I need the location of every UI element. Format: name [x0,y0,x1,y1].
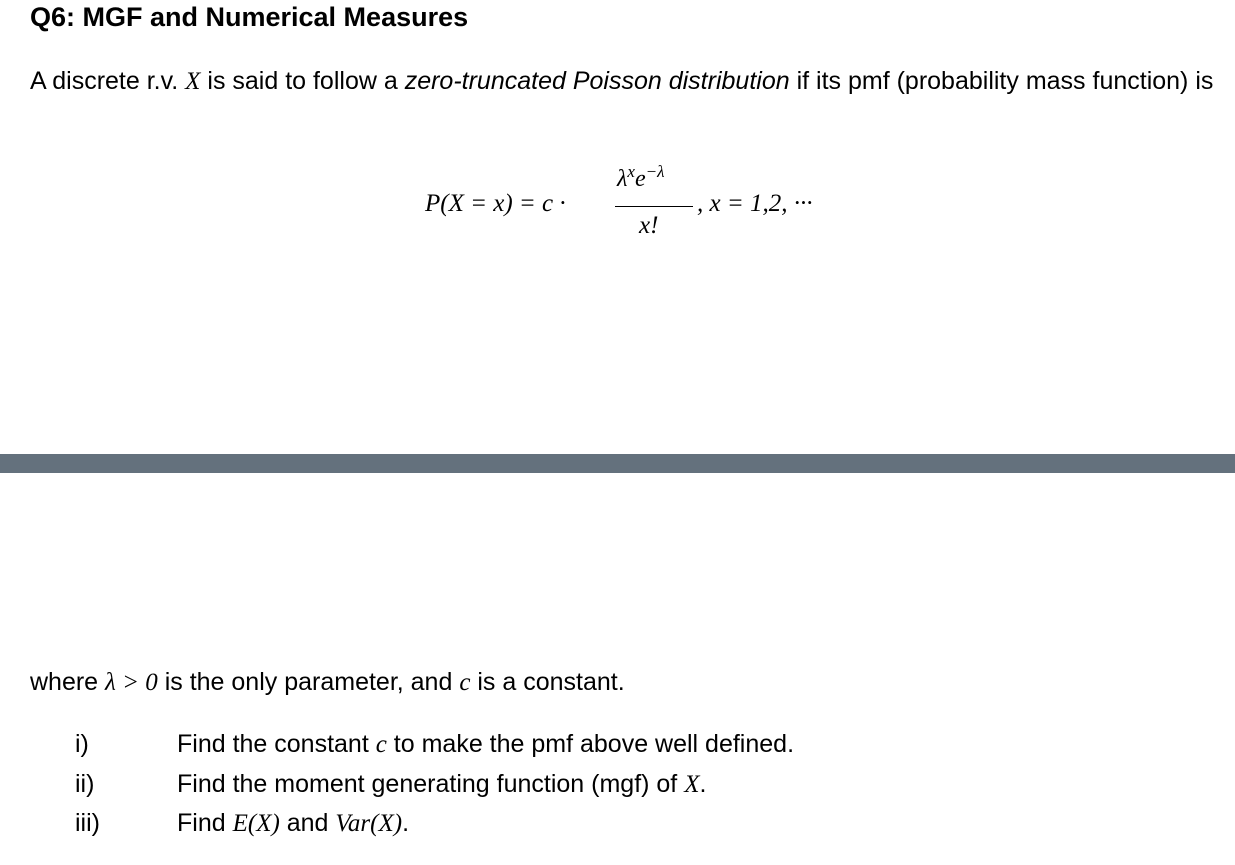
question-text: Find the constant c to make the pmf above well defined. [177,730,795,758]
question-number: ii) [75,770,95,798]
formula-support: , x = 1,2, ··· [697,190,813,217]
fraction-bar [615,206,693,207]
math-var-x: X [185,68,201,95]
where-clause: where λ > 0 is the only parameter, and c is a constant. [30,668,625,696]
section-divider [0,454,1235,473]
intro-paragraph: A discrete r.v. X is said to follow a zero-truncated Poisson distribution if its pmf (probability mass function) is [30,67,1214,95]
math-condition: λ > 0 [105,669,158,696]
math-var-c: c [459,669,471,696]
question-text: Find the moment generating function (mgf) of X. [177,770,707,798]
formula-lhs: P(X = x) = c · [425,190,566,217]
question-number: i) [75,730,89,758]
distribution-name: zero-truncated Poisson distribution [404,67,790,95]
question-number: iii) [75,809,100,837]
question-text: Find E(X) and Var(X). [177,809,410,837]
formula-numerator: $\lambda^xe^{-\lambda}$ [617,162,665,192]
question-title: Q6: MGF and Numerical Measures [30,2,469,32]
formula-denominator: x! [639,212,659,239]
pmf-formula [425,162,885,242]
